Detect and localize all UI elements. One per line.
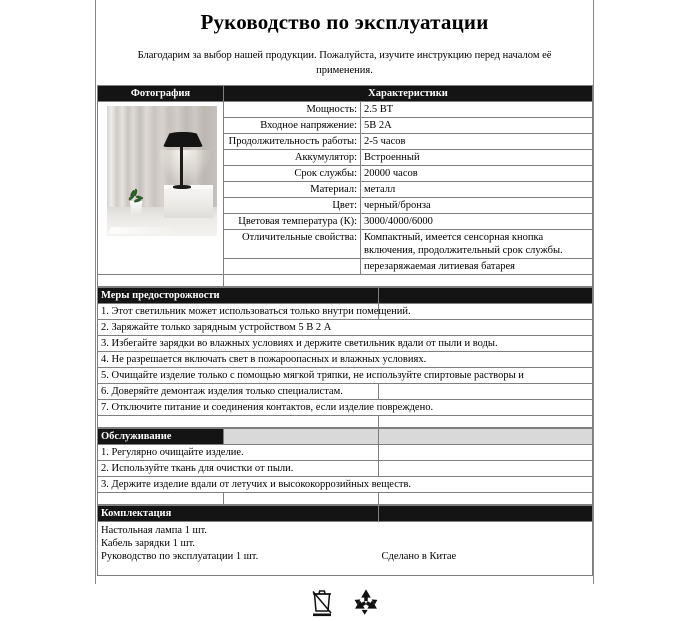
photo-column-header: Фотография <box>98 86 224 102</box>
maintenance-header: Обслуживание <box>98 429 224 445</box>
list-item <box>98 400 593 416</box>
spec-label: Отличительные свойства: <box>224 230 361 259</box>
package-item: Кабель зарядки 1 шт. <box>101 538 196 549</box>
list-item <box>98 336 593 352</box>
product-photo-cell <box>98 102 224 275</box>
spec-value: черный/бронза <box>361 198 593 214</box>
maintenance-text: 1. Регулярно очищайте изделие. <box>98 445 379 461</box>
spec-label: Цветовая температура (К): <box>224 214 361 230</box>
spec-label: Продолжительность работы: <box>224 134 361 150</box>
spec-value: 2-5 часов <box>361 134 593 150</box>
spacer-row <box>98 275 593 287</box>
lamp-shade <box>163 132 203 147</box>
table-header-row <box>98 86 593 102</box>
maintenance-text: 3. Держите изделие вдали от летучих и высококоррозийных веществ. <box>98 477 593 493</box>
precaution-spacer <box>379 304 593 320</box>
intro-paragraph: Благодарим за выбор нашей продукции. Пожалуйста, изучите инструкцию перед началом её применения. <box>137 50 552 76</box>
maintenance-header-filler <box>379 429 593 445</box>
maintenance-table <box>97 428 593 505</box>
precaution-text: 7. Отключите питание и соединения контактов, если изделие повреждено. <box>98 400 593 416</box>
spec-value: 2.5 ВТ <box>361 102 593 118</box>
weee-crossed-out-bin-icon <box>310 593 338 610</box>
maintenance-spacer <box>379 461 593 477</box>
list-item <box>98 477 593 493</box>
spacer-cell <box>224 275 593 287</box>
package-header-filler <box>379 506 593 522</box>
list-item <box>98 304 593 320</box>
spacer-cell <box>379 416 593 428</box>
spec-label: Цвет: <box>224 198 361 214</box>
package-header-row <box>98 506 593 522</box>
spacer-cell <box>98 416 379 428</box>
spec-value: 5В 2А <box>361 118 593 134</box>
pedestal <box>164 187 212 218</box>
document-page <box>95 0 594 584</box>
spec-label <box>224 259 361 275</box>
precaution-text: 4. Не разрешается включать свет в пожароопасных и влажных условиях. <box>98 352 593 368</box>
spec-value: 3000/4000/6000 <box>361 214 593 230</box>
list-item <box>98 368 593 384</box>
maintenance-text: 2. Используйте ткань для очистки от пыли. <box>98 461 379 477</box>
package-item: Настольная лампа 1 шт. <box>101 525 208 536</box>
maintenance-header-row <box>98 429 593 445</box>
precaution-text: 2. Заряжайте только зарядным устройством 5 В 2 А <box>98 320 593 336</box>
lamp-glow <box>157 150 212 184</box>
spacer-cell <box>98 493 224 505</box>
spec-label: Входное напряжение: <box>224 118 361 134</box>
spacer-row <box>98 493 593 505</box>
footer-icons <box>96 587 593 621</box>
spacer-cell <box>224 493 379 505</box>
spec-value: 20000 часов <box>361 166 593 182</box>
specifications-table <box>97 85 593 287</box>
package-items-cell <box>98 522 379 576</box>
page-title: Руководство по эксплуатации <box>200 10 489 34</box>
list-item <box>98 320 593 336</box>
specs-column-header: Характеристики <box>224 86 593 102</box>
list-item <box>98 461 593 477</box>
spec-label: Материал: <box>224 182 361 198</box>
list-item <box>98 352 593 368</box>
precautions-table <box>97 287 593 428</box>
table-row <box>98 102 593 118</box>
spec-label: Мощность: <box>224 102 361 118</box>
precaution-text: 6. Доверяйте демонтаж изделия только специалистам. <box>98 384 379 400</box>
maintenance-header-filler <box>224 429 379 445</box>
precaution-text: 1. Этот светильник может использоваться только внутри помещений. <box>98 304 379 320</box>
package-table <box>97 505 593 576</box>
package-item: Руководство по эксплуатации 1 шт. <box>101 551 259 562</box>
plant-leaves <box>128 187 145 203</box>
table-lamp-photo <box>107 106 217 236</box>
spacer-cell <box>98 275 224 287</box>
recycling-icon <box>352 593 380 610</box>
precautions-header-filler <box>379 288 593 304</box>
list-item <box>98 384 593 400</box>
spec-value: металл <box>361 182 593 198</box>
lamp-base <box>173 185 191 189</box>
list-item <box>98 445 593 461</box>
spec-value: Встроенный <box>361 150 593 166</box>
precaution-text: 5. Очищайте изделие только с помощью мягкой тряпки, не используйте спиртовые растворы и <box>98 368 593 384</box>
precautions-header-row <box>98 288 593 304</box>
spec-value: Компактный, имеется сенсорная кнопка включения, продолжительный срок службы. <box>361 230 593 259</box>
origin-cell <box>379 522 593 576</box>
precaution-spacer <box>379 384 593 400</box>
precautions-header: Меры предосторожности <box>98 288 379 304</box>
spec-value: перезаряжаемая литиевая батарея <box>361 259 593 275</box>
package-contents-row <box>98 522 593 576</box>
maintenance-spacer <box>379 445 593 461</box>
precaution-text: 3. Избегайте зарядки во влажных условиях и держите светильник вдали от пыли и воды. <box>98 336 593 352</box>
spacer-cell <box>379 493 593 505</box>
origin-text: Сделано в Китае <box>381 551 457 562</box>
spec-label: Срок службы: <box>224 166 361 182</box>
spacer-row <box>98 416 593 428</box>
spec-label: Аккумулятор: <box>224 150 361 166</box>
package-header: Комплектация <box>98 506 379 522</box>
